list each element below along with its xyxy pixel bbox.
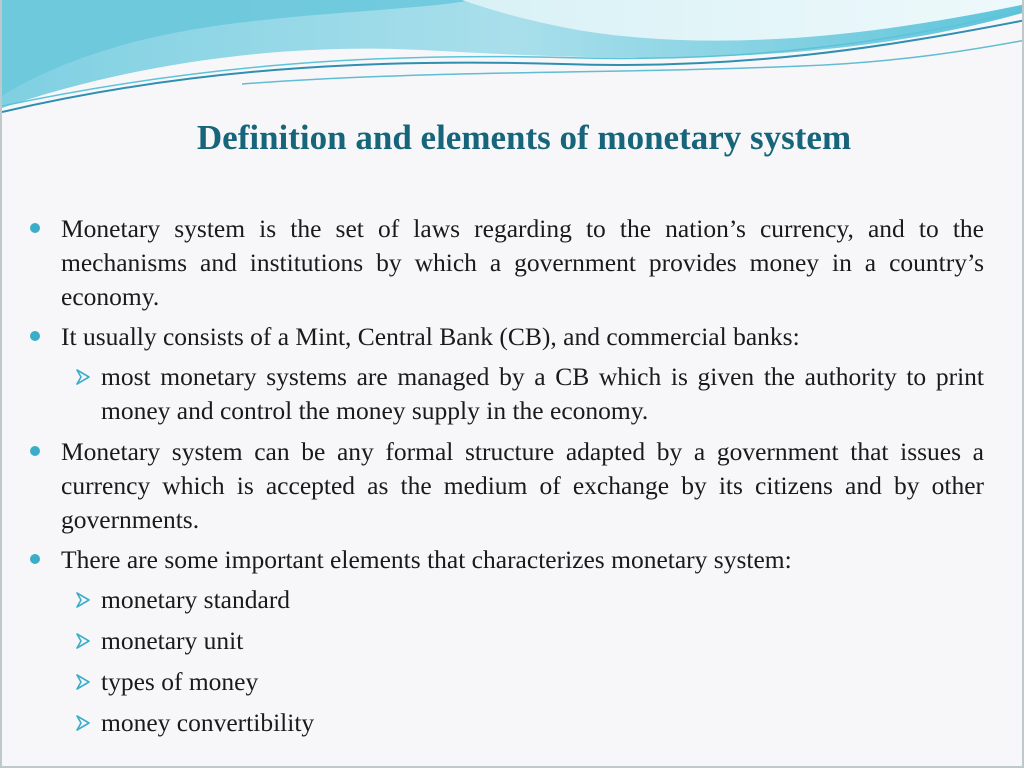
- sub-list-item: [30, 583, 984, 617]
- header-wave-decoration: [2, 0, 1024, 120]
- sub-list-item: [30, 360, 984, 428]
- sub-list-item-text: money convertibility: [101, 708, 315, 737]
- sub-list-item: [30, 624, 984, 658]
- slide-title: Definition and elements of monetary system: [196, 118, 852, 157]
- list-item-text: Monetary system can be any formal structure adapted by a government that issues a currency which is accepted as the medium of exchange by its citizens and by other governments.: [61, 437, 984, 534]
- round-bullet-icon: [30, 320, 61, 341]
- arrowhead-bullet-icon: [75, 624, 101, 649]
- arrowhead-bullet-icon: [75, 360, 101, 385]
- list-item: [30, 543, 984, 577]
- list-item-text: Monetary system is the set of laws regarding to the nation’s currency, and to the mechanisms and institutions by which a government provides money in a country’s economy.: [61, 214, 984, 311]
- list-item-text: It usually consists of a Mint, Central Bank (CB), and commercial banks:: [61, 322, 800, 351]
- sub-list-item-text: monetary standard: [101, 585, 291, 614]
- round-bullet-icon: [30, 543, 61, 564]
- sub-list-item-text: monetary unit: [101, 626, 244, 655]
- sub-list-item: [30, 706, 984, 740]
- arrowhead-bullet-icon: [75, 706, 101, 731]
- bullet-list: [30, 212, 984, 747]
- sub-list-item-text: types of money: [101, 667, 259, 696]
- list-item: [30, 212, 984, 314]
- sub-list-item: [30, 665, 984, 699]
- list-item-text: There are some important elements that characterizes monetary system:: [61, 545, 792, 574]
- round-bullet-icon: [30, 212, 61, 233]
- sub-list-item-text: most monetary systems are managed by a CB which is given the authority to print money and control the money supply in the economy.: [101, 362, 984, 425]
- round-bullet-icon: [30, 435, 61, 456]
- list-item: [30, 320, 984, 354]
- arrowhead-bullet-icon: [75, 583, 101, 608]
- arrowhead-bullet-icon: [75, 665, 101, 690]
- list-item: [30, 435, 984, 537]
